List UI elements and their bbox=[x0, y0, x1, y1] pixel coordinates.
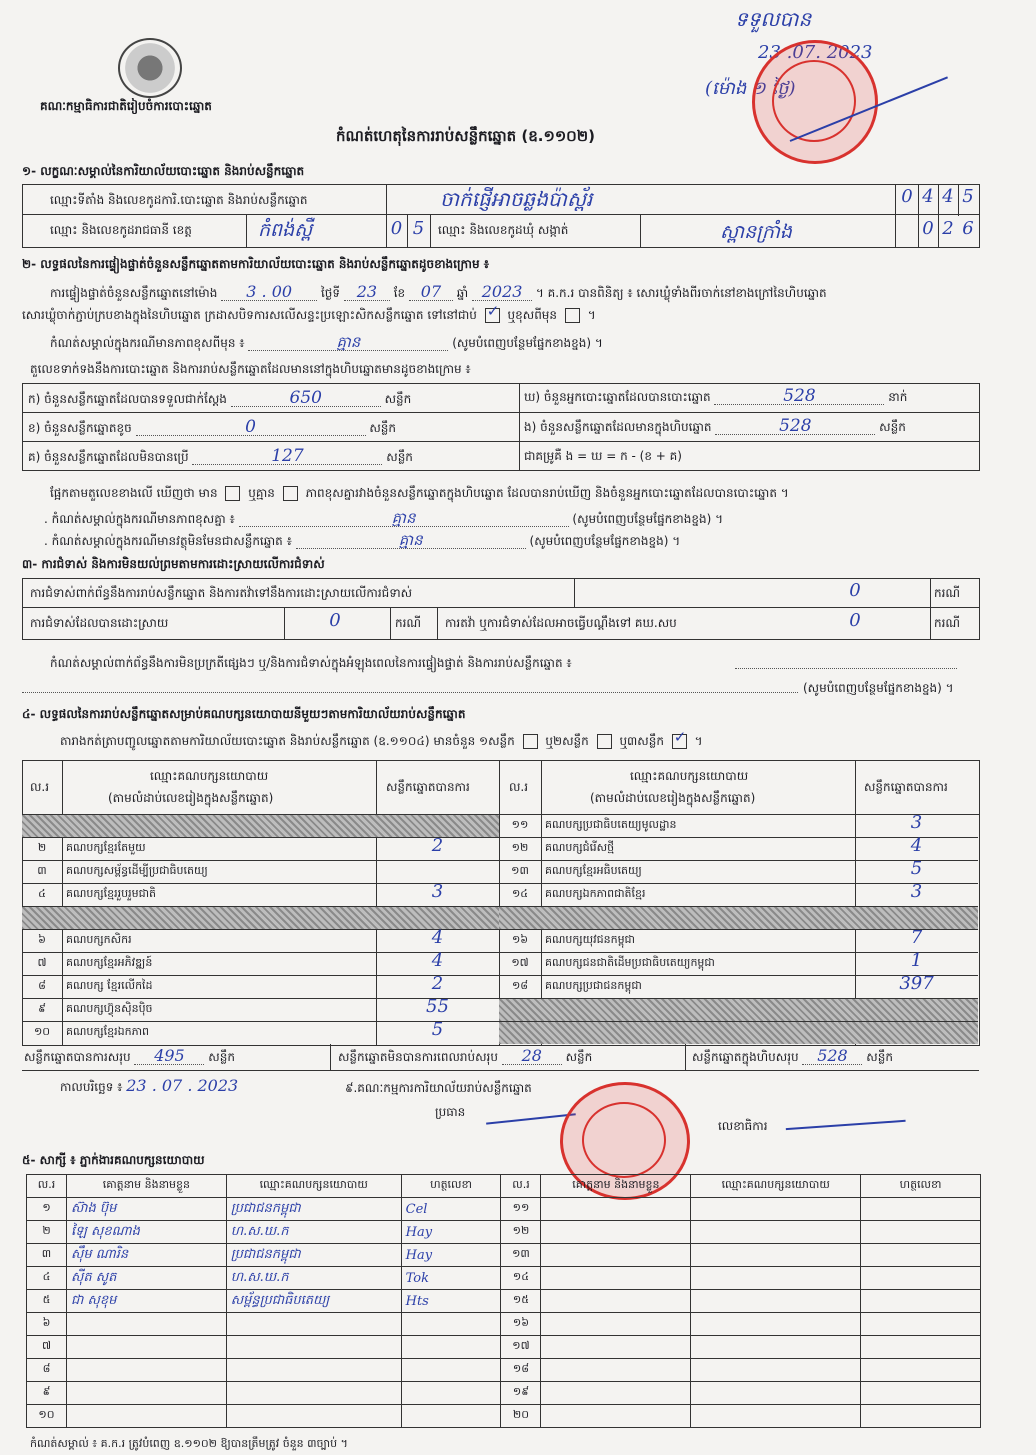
witness-name-right bbox=[541, 1359, 691, 1382]
verify-year: 2023 bbox=[472, 284, 532, 301]
witness-signature: Cel bbox=[401, 1198, 501, 1221]
witness-col-name-right: គោត្តនាម និងនាមខ្លួន bbox=[541, 1175, 691, 1198]
station-code-d3: 4 bbox=[942, 186, 954, 207]
results-row-no: ៦ bbox=[38, 933, 46, 946]
results-row-party: គណបក្សកសិករ bbox=[66, 933, 132, 946]
results-row-no: ១០ bbox=[33, 1025, 51, 1038]
results-row-no: ១៧ bbox=[511, 956, 529, 969]
witness-party-right bbox=[691, 1382, 861, 1405]
discrepancy-no-checkbox[interactable] bbox=[283, 486, 298, 501]
witness-name: ស៊ឹម ណារិន bbox=[66, 1244, 226, 1267]
witness-no: ៣ bbox=[27, 1244, 67, 1267]
results-row-votes: 3 bbox=[431, 881, 444, 902]
commission-name: គណៈកម្មាធិការជាតិរៀបចំការបោះឆ្នោត bbox=[40, 99, 212, 113]
witness-signature-right bbox=[861, 1290, 981, 1313]
witness-signature-right bbox=[861, 1244, 981, 1267]
results-row-no: ១៤ bbox=[511, 887, 529, 900]
discrepancy-none-label: ឬគ្មាន bbox=[248, 486, 275, 500]
foreign-object-suffix: (សូមបំពេញបន្ថែមផ្នែកខាងខ្នង) ។ bbox=[529, 534, 681, 548]
witness-col-name-left: គោត្តនាម និងនាមខ្លួន bbox=[66, 1175, 226, 1198]
province-label: ឈ្មោះ និងលេខកូដរាជធានី ខេត្ត bbox=[50, 223, 192, 237]
verify-time-label: ការផ្ទៀងផ្ទាត់ចំនួនសន្លឹកឆ្នោតនៅម៉ោង bbox=[50, 286, 218, 300]
changed-option-label: ឬខុសពីមុន bbox=[507, 308, 558, 322]
witness-signature: Tok bbox=[401, 1267, 501, 1290]
witness-party: សម្ព័ន្ធប្រជាធិបតេយ្យ bbox=[226, 1290, 401, 1313]
results-row-no: ៣ bbox=[37, 864, 47, 877]
secretary-signature bbox=[784, 1100, 905, 1130]
verify-month: 07 bbox=[409, 284, 453, 301]
results-row-party: គណបក្សសម្ព័ន្ធដើម្បីប្រជាធិបតេយ្យ bbox=[66, 864, 208, 877]
discrepancy-line bbox=[50, 485, 789, 501]
results-row-no: ១៨ bbox=[511, 979, 529, 992]
witness-col-sign-right: ហត្ថលេខា bbox=[861, 1175, 981, 1198]
verify-day: 23 bbox=[344, 284, 390, 301]
irregularity-note-suffix: (សូមបំពេញបន្ថែមផ្នែកខាងខ្នង) ។ bbox=[803, 681, 954, 695]
section4-heading: ៤- លទ្ធផលនៃការរាប់សន្លឹកឆ្នោតសម្រាប់គណបក្សនយោបាយនីមួយៗតាមការិយាល័យរាប់សន្លឹកឆ្នោត bbox=[22, 707, 466, 721]
results-col-votes-left: សន្លឹកឆ្នោតបានការ bbox=[386, 780, 470, 794]
witness-name bbox=[66, 1336, 226, 1359]
figures-intro: តួលេខទាក់ទងនឹងការបោះឆ្នោត និងការរាប់សន្លឹកឆ្នោតដែលមាននៅក្នុងហិបឆ្នោតមានដូចខាងក្រោម ៖ bbox=[30, 362, 471, 376]
witness-row bbox=[27, 1290, 981, 1313]
unused-ballots-value: 127 bbox=[192, 448, 382, 465]
ko-label: គ) ចំនួនសន្លឹកឆ្នោតដែលមិនបានប្រើ bbox=[28, 450, 189, 464]
intact-checkbox[interactable]: ✓ bbox=[485, 308, 500, 323]
province-code-d1: 0 bbox=[390, 218, 403, 239]
witness-no-right: ១៧ bbox=[501, 1336, 541, 1359]
witness-signature-right bbox=[861, 1405, 981, 1428]
signoff-date bbox=[60, 1078, 238, 1095]
section1-heading: ១- លក្ខណៈសម្គាល់នៃការិយាល័យបោះឆ្នោត និងរាប់សន្លឹកឆ្នោត bbox=[22, 164, 305, 178]
witness-signature-right bbox=[861, 1313, 981, 1336]
commission-emblem bbox=[118, 38, 182, 98]
results-row-votes: 2 bbox=[431, 835, 444, 856]
complaints-label: ការជំទាស់ពាក់ព័ន្ធនឹងការរាប់សន្លឹកឆ្នោត និងការតវ៉ាទៅនឹងការដោះស្រាយលើការជំទាស់ bbox=[30, 586, 413, 600]
diff-note-suffix: (សូមបំពេញបន្ថែមផ្នែកខាងខ្នង) ។ bbox=[452, 336, 603, 350]
appeal-unit: ករណី bbox=[934, 616, 961, 630]
results-row-party: គណបក្សឯកភាពជាតិខ្មែរ bbox=[545, 887, 646, 900]
ko-unit: សន្លឹក bbox=[386, 450, 413, 464]
witness-party bbox=[226, 1336, 401, 1359]
witness-col-party-left: ឈ្មោះគណបក្សនយោបាយ bbox=[226, 1175, 401, 1198]
seal-text: សោរឃ្លុំចាក់ភ្ជាប់ក្របខាងក្នុងនៃហិបឆ្នោត ក្រដាសបិទការសលើសន្ទះប្រឡោះសិកសន្លឹកឆ្នោត ទៅនៅជាប់ bbox=[22, 308, 477, 322]
results-row-party: គណបក្សប្រជាជនកម្ពុជា bbox=[545, 979, 642, 992]
results-col-party-left: ឈ្មោះគណបក្សនយោបាយ bbox=[150, 769, 269, 783]
kha-label: ខ) ចំនួនសន្លឹកឆ្នោតខូច bbox=[28, 421, 132, 435]
invalid-total-unit: សន្លឹក bbox=[565, 1050, 593, 1064]
witness-party bbox=[226, 1313, 401, 1336]
section3-heading: ៣- ការជំទាស់ និងការមិនយល់ព្រមតាមការដោះស្រាយលើការជំទាស់ bbox=[22, 557, 325, 571]
witness-party: ហ.ស.ឃ.ក bbox=[226, 1267, 401, 1290]
results-row-no: ៧ bbox=[37, 956, 47, 969]
results-row-votes: 397 bbox=[899, 973, 934, 994]
form-title: កំណត់ហេតុនៃការរាប់សន្លឹកឆ្នោត (ឧ.១១០២) bbox=[336, 127, 596, 145]
station-name: ចាក់ផ្ញើអាចឆ្លងប៉ាស្ព័រ bbox=[440, 187, 593, 211]
commune-code-d3: 6 bbox=[962, 218, 974, 239]
received-time: (ម៉ោង ១ ថ្ងៃ) bbox=[705, 78, 796, 99]
witness-signature bbox=[401, 1313, 501, 1336]
results-row-votes: 5 bbox=[431, 1019, 444, 1040]
witness-name: ឡៃ សុខណាង bbox=[66, 1221, 226, 1244]
witness-party: ប្រជាជនកម្ពុជា bbox=[226, 1198, 401, 1221]
valid-total-label: សន្លឹកឆ្នោតបានការសរុប bbox=[24, 1050, 131, 1064]
results-row-no: ៨ bbox=[38, 979, 46, 992]
witness-row bbox=[27, 1198, 981, 1221]
station-label: ឈ្មោះទីតាំង និងលេខកូដការិ.បោះឆ្នោត និងរាប់សន្លឹកឆ្នោត bbox=[50, 193, 308, 207]
diff-remark-suffix: (សូមបំពេញបន្ថែមផ្នែកខាងខ្នង) ។ bbox=[572, 512, 723, 526]
results-row-no: ៤ bbox=[38, 887, 46, 900]
witness-signature-right bbox=[861, 1198, 981, 1221]
witness-name bbox=[66, 1313, 226, 1336]
witness-no-right: ១៦ bbox=[501, 1313, 541, 1336]
station-code-d2: 4 bbox=[922, 186, 934, 207]
ka-unit: សន្លឹក bbox=[384, 392, 412, 406]
kho-unit: នាក់ bbox=[888, 390, 908, 404]
witness-name bbox=[66, 1405, 226, 1428]
results-row-votes: 55 bbox=[426, 996, 449, 1017]
complaints-unit: ករណី bbox=[934, 586, 961, 600]
invalid-total-value: 28 bbox=[502, 1048, 562, 1065]
foreign-object-line bbox=[44, 532, 680, 549]
diff-remark-value: គ្មាន bbox=[239, 510, 569, 527]
witness-no-right: ១១ bbox=[501, 1198, 541, 1221]
received-ballots-value: 650 bbox=[231, 390, 381, 407]
results-row-party: គណបក្សខ្មែរតែមួយ bbox=[66, 841, 146, 854]
appeal-value: 0 bbox=[849, 610, 861, 631]
seal-line: សោរឃ្លុំចាក់ភ្ជាប់ក្របខាងក្នុងនៃហិបឆ្នោត ក្រដាសបិទការសលើសន្ទះប្រឡោះសិកសន្លឹកឆ្នោត ទៅនៅជាប់ ✓ ឬខុសពីមុន ។ bbox=[22, 302, 596, 322]
invalid-total bbox=[338, 1048, 592, 1065]
appeal-label: ការតវ៉ា ឬការជំទាស់ដែលអាចធ្វើបណ្តឹងទៅ គឃ.សប bbox=[445, 616, 677, 630]
witness-name bbox=[66, 1382, 226, 1405]
results-row-party: គណបក្សខ្មែរអភិវឌ្ឍន៍ bbox=[66, 956, 153, 969]
witness-row bbox=[27, 1244, 981, 1267]
witness-row bbox=[27, 1336, 981, 1359]
box-total bbox=[692, 1048, 893, 1065]
witness-row bbox=[27, 1359, 981, 1382]
results-row-no: ២ bbox=[37, 841, 47, 854]
foreign-object-value: គ្មាន bbox=[296, 532, 526, 549]
witness-party-right bbox=[691, 1221, 861, 1244]
witness-no: ៩ bbox=[27, 1382, 67, 1405]
one-sheet-checkbox[interactable] bbox=[523, 734, 538, 749]
chair-signature bbox=[484, 1095, 576, 1124]
witness-name-right bbox=[541, 1290, 691, 1313]
received-note: ទទួលបាន bbox=[735, 7, 812, 31]
witness-signature-right bbox=[861, 1359, 981, 1382]
commune-label: ឈ្មោះ និងលេខកូដឃុំ សង្កាត់ bbox=[438, 223, 569, 237]
witness-party-right bbox=[691, 1267, 861, 1290]
witness-no: ២ bbox=[27, 1221, 67, 1244]
discrepancy-has-label: ផ្អែកតាមតួលេខខាងលើ ឃើញថា មាន bbox=[50, 486, 218, 500]
results-row-votes: 1 bbox=[910, 950, 923, 971]
results-row-no: ៩ bbox=[38, 1002, 46, 1015]
results-row-party: គណបក្សយុវជនកម្ពុជា bbox=[545, 933, 636, 946]
results-row-votes: 2 bbox=[431, 973, 444, 994]
witness-name: ស៊ាង ប៊ុម bbox=[66, 1198, 226, 1221]
witness-signature: Hts bbox=[401, 1290, 501, 1313]
signoff-date-value: 23 . 07 . 2023 bbox=[126, 1076, 239, 1095]
results-col-party-sub-left: (តាមលំដាប់លេខរៀងក្នុងសន្លឹកឆ្នោត) bbox=[108, 791, 274, 805]
witness-no: ៨ bbox=[27, 1359, 67, 1382]
witness-party-right bbox=[691, 1244, 861, 1267]
kha-unit: សន្លឹក bbox=[369, 421, 397, 435]
witness-table bbox=[26, 1174, 981, 1428]
witness-party-right bbox=[691, 1198, 861, 1221]
witness-no-right: ១២ bbox=[501, 1221, 541, 1244]
verify-day-label: ថ្ងៃទី bbox=[321, 286, 341, 300]
witness-header-row bbox=[27, 1175, 981, 1198]
witness-signature-right bbox=[861, 1382, 981, 1405]
results-col-no-left: ល.រ bbox=[30, 780, 50, 794]
witness-name bbox=[66, 1359, 226, 1382]
witness-party bbox=[226, 1359, 401, 1382]
ngo-unit: សន្លឹក bbox=[879, 420, 906, 434]
resolved-value: 0 bbox=[329, 610, 341, 631]
section5-heading: ៥- សាក្សី ៖ ភ្នាក់ងារគណបក្សនយោបាយ bbox=[22, 1153, 205, 1167]
results-col-party-sub-right: (តាមលំដាប់លេខរៀងក្នុងសន្លឹកឆ្នោត) bbox=[590, 791, 756, 805]
voters-label bbox=[524, 388, 907, 405]
box-total-label: សន្លឹកឆ្នោតក្នុងហិបសរុប bbox=[692, 1050, 799, 1064]
foreign-object-label: . កំណត់សម្គាល់ក្នុងករណីមានវត្ថុមិនមែនជាសន្លឹកឆ្នោត ៖ bbox=[44, 534, 292, 548]
witness-signature bbox=[401, 1382, 501, 1405]
diff-note-line bbox=[50, 334, 603, 351]
results-col-party-right: ឈ្មោះគណបក្សនយោបាយ bbox=[630, 769, 749, 783]
witness-signature-right bbox=[861, 1336, 981, 1359]
witness-signature-right bbox=[861, 1267, 981, 1290]
changed-checkbox[interactable] bbox=[565, 308, 580, 323]
sheets-line: តារាងកត់ត្រាបញ្ជូលឆ្នោតតាមការិយាល័យបោះឆ្នោត និងរាប់សន្លឹកឆ្នោត (ឧ.១១០៤) មានចំនួន ១សន្លឹក ឬ២សន្លឹក ឬ៣សន្លឹក ✓ ។ bbox=[60, 728, 703, 748]
results-row-votes: 3 bbox=[910, 812, 923, 833]
witness-no-right: ១៤ bbox=[501, 1267, 541, 1290]
witness-party-right bbox=[691, 1359, 861, 1382]
witness-signature-right bbox=[861, 1221, 981, 1244]
commune-code-d2: 2 bbox=[942, 218, 954, 239]
witness-no: ៧ bbox=[27, 1336, 67, 1359]
commune-name: ស្ពានក្រាំង bbox=[720, 221, 792, 243]
witness-row bbox=[27, 1221, 981, 1244]
irregularity-note-line2 bbox=[22, 692, 798, 693]
results-row-votes: 3 bbox=[910, 881, 923, 902]
box-ballots-label bbox=[524, 418, 906, 435]
witness-row bbox=[27, 1382, 981, 1405]
stamp-bottom-inner bbox=[582, 1102, 666, 1178]
two-sheet-label: ឬ២សន្លឹក bbox=[545, 734, 589, 748]
witness-signature bbox=[401, 1359, 501, 1382]
verify-year-label: ឆ្នាំ bbox=[456, 286, 469, 300]
witness-no: ៦ bbox=[27, 1313, 67, 1336]
results-row-votes: 4 bbox=[431, 927, 444, 948]
results-row-no: ១៦ bbox=[511, 933, 529, 946]
results-col-no-right: ល.រ bbox=[509, 780, 529, 794]
signoff-date-label: កាលបរិច្ឆេទ ៖ bbox=[60, 1080, 123, 1094]
discrepancy-yes-checkbox[interactable] bbox=[225, 486, 240, 501]
witness-col-no-right: ល.រ bbox=[501, 1175, 541, 1198]
verify-time: 3 . 00 bbox=[221, 284, 317, 301]
witness-no: ១០ bbox=[27, 1405, 67, 1428]
results-row-votes: 5 bbox=[910, 858, 923, 879]
voters-value: 528 bbox=[714, 388, 884, 405]
footer-note: កំណត់សម្គាល់ ៖ គ.ក.រ ត្រូវបំពេញ ឧ.១១០២ ឱ្យបានត្រឹមត្រូវ ចំនួន ៣ច្បាប់ ។ bbox=[30, 1437, 348, 1450]
signoff-committee: ៩.គណៈកម្មការការិយាល័យរាប់សន្លឹកឆ្នោត bbox=[345, 1081, 532, 1095]
sheets-intro: តារាងកត់ត្រាបញ្ជូលឆ្នោតតាមការិយាល័យបោះឆ្នោត និងរាប់សន្លឹកឆ្នោត (ឧ.១១០៤) មានចំនួន ១សន្លឹក bbox=[60, 734, 515, 748]
verify-month-label: ខែ bbox=[393, 286, 406, 300]
witness-no-right: ១៩ bbox=[501, 1382, 541, 1405]
witness-col-party-right: ឈ្មោះគណបក្សនយោបាយ bbox=[691, 1175, 861, 1198]
results-row-party: គណបក្សខ្មែរអធិបតេយ្យ bbox=[545, 864, 642, 877]
three-sheet-checkbox[interactable]: ✓ bbox=[672, 734, 687, 749]
province-name: កំពង់ស្ពឺ bbox=[258, 219, 313, 241]
results-row-votes: 4 bbox=[910, 835, 923, 856]
results-row-shaded-right bbox=[499, 907, 978, 929]
province-code-d2: 5 bbox=[412, 218, 425, 239]
witness-name-right bbox=[541, 1313, 691, 1336]
box-ballots-value: 528 bbox=[715, 418, 875, 435]
witness-col-sign-left: ហត្ថលេខា bbox=[401, 1175, 501, 1198]
spoiled-ballots-value: 0 bbox=[136, 419, 366, 436]
resolved-unit: ករណី bbox=[395, 616, 422, 630]
results-row-party: គណបក្សជនជាតិដើមប្រជាធិបតេយ្យកម្ពុជា bbox=[545, 956, 715, 969]
results-row-votes: 7 bbox=[910, 927, 923, 948]
witness-no-right: ១៣ bbox=[501, 1244, 541, 1267]
witness-name-right bbox=[541, 1221, 691, 1244]
witness-no: ៤ bbox=[27, 1267, 67, 1290]
results-row-no: ១៣ bbox=[511, 864, 529, 877]
witness-no: ១ bbox=[27, 1198, 67, 1221]
witness-row bbox=[27, 1313, 981, 1336]
witness-name-right bbox=[541, 1405, 691, 1428]
witness-signature bbox=[401, 1405, 501, 1428]
results-row-shaded-left bbox=[22, 815, 499, 837]
witness-signature: Hay bbox=[401, 1244, 501, 1267]
box-total-unit: សន្លឹក bbox=[866, 1050, 893, 1064]
witness-party bbox=[226, 1382, 401, 1405]
two-sheet-checkbox[interactable] bbox=[597, 734, 612, 749]
witness-party bbox=[226, 1405, 401, 1428]
irregularity-note-line bbox=[735, 668, 957, 669]
witness-signature: Hay bbox=[401, 1221, 501, 1244]
witness-party-right bbox=[691, 1313, 861, 1336]
witness-party-right bbox=[691, 1290, 861, 1313]
witness-signature bbox=[401, 1336, 501, 1359]
ngo-label: ង) ចំនួនសន្លឹកឆ្នោតដែលមានក្នុងហិបឆ្នោត bbox=[524, 420, 712, 434]
formula: ជាគម្រូគឺ ង = ឃ = ក - (ខ + គ) bbox=[524, 449, 682, 463]
results-col-votes-right: សន្លឹកឆ្នោតបានការ bbox=[864, 780, 948, 794]
results-row-party: គណបក្សខ្មែរឯកភាព bbox=[66, 1025, 150, 1038]
complaints-value: 0 bbox=[849, 580, 861, 601]
witness-name-right bbox=[541, 1267, 691, 1290]
results-row-shaded-right bbox=[499, 999, 978, 1021]
diff-note-value: គ្មាន bbox=[248, 334, 448, 351]
results-row-shaded-right bbox=[499, 1022, 978, 1044]
witness-name-right bbox=[541, 1336, 691, 1359]
diff-remark-line bbox=[44, 510, 723, 527]
resolved-label: ការជំទាស់ដែលបានដោះស្រាយ bbox=[30, 616, 169, 630]
valid-total bbox=[24, 1048, 235, 1065]
verify-line bbox=[50, 284, 827, 301]
witness-name: ជា សុខុម bbox=[66, 1290, 226, 1313]
results-row-party: គណបក្សហ៊្វុនស៊ិនប៉ិច bbox=[66, 1002, 153, 1015]
witness-row bbox=[27, 1405, 981, 1428]
witness-name-right bbox=[541, 1382, 691, 1405]
received-ballots-label bbox=[28, 390, 411, 407]
witness-no: ៥ bbox=[27, 1290, 67, 1313]
secretary-label: លេខាធិការ bbox=[718, 1119, 768, 1133]
box-total-value: 528 bbox=[802, 1048, 862, 1065]
diff-remark-label: . កំណត់សម្គាល់ក្នុងករណីមានភាពខុសគ្នា ៖ bbox=[44, 512, 235, 526]
witness-name: ស៊ីត សូត bbox=[66, 1267, 226, 1290]
witness-no-right: ១៨ bbox=[501, 1359, 541, 1382]
results-row-party: គណបក្ស ខ្មែរលើកដៃ bbox=[66, 979, 153, 992]
ka-label: ក) ចំនួនសន្លឹកឆ្នោតដែលបានទទួលជាក់ស្តែង bbox=[28, 392, 227, 406]
results-row-party: គណបក្សជំរើសថ្មី bbox=[545, 841, 615, 854]
valid-total-value: 495 bbox=[134, 1048, 204, 1065]
kho-label: ឃ) ចំនួនអ្នកបោះឆ្នោតដែលបានបោះឆ្នោត bbox=[524, 390, 711, 404]
witness-party-right bbox=[691, 1336, 861, 1359]
results-row-party: គណបក្សខ្មែររួបរួមជាតិ bbox=[66, 887, 157, 900]
station-code-d1: 0 bbox=[901, 186, 913, 207]
station-code-d4: 5 bbox=[962, 186, 974, 207]
witness-party: ប្រជាជនកម្ពុជា bbox=[226, 1244, 401, 1267]
results-row-no: ១១ bbox=[511, 818, 529, 831]
witness-no-right: ២០ bbox=[501, 1405, 541, 1428]
spoiled-ballots-label bbox=[28, 419, 396, 436]
witness-col-no-left: ល.រ bbox=[27, 1175, 67, 1198]
valid-total-unit: សន្លឹក bbox=[208, 1050, 235, 1064]
diff-note-label: កំណត់សម្គាល់ក្នុងករណីមានភាពខុសពីមុន ៖ bbox=[50, 336, 245, 350]
witness-row bbox=[27, 1267, 981, 1290]
results-row-no: ១២ bbox=[511, 841, 529, 854]
witness-no-right: ១៥ bbox=[501, 1290, 541, 1313]
irregularity-note-label: កំណត់សម្គាល់ពាក់ព័ន្ធនឹងការមិនប្រក្រតីផ្សេងៗ ឬ/និងការជំទាស់ក្នុងអំឡុងពេលនៃការផ្ទៀងផ្ទាត់ និងការរាប់សន្លឹកឆ្នោត ៖ bbox=[50, 656, 572, 670]
section2-heading: ២- លទ្ធផលនៃការផ្ទៀងផ្ទាត់ចំនួនសន្លឹកឆ្នោតតាមការិយាល័យបោះឆ្នោត និងរាប់សន្លឹកឆ្នោតដូចខាងក្រោម ៖ bbox=[22, 257, 490, 271]
commune-code-d1: 0 bbox=[922, 218, 934, 239]
witness-party-right bbox=[691, 1405, 861, 1428]
witness-name-right bbox=[541, 1244, 691, 1267]
witness-party: ហ.ស.ឃ.ក bbox=[226, 1221, 401, 1244]
results-row-votes: 4 bbox=[431, 950, 444, 971]
results-row-party: គណបក្សប្រជាធិបតេយ្យមូលដ្ឋាន bbox=[545, 818, 677, 831]
discrepancy-text: ភាពខុសគ្នារវាងចំនួនសន្លឹកឆ្នោតក្នុងហិបឆ្នោត ដែលបានរាប់ឃើញ និងចំនួនអ្នកបោះឆ្នោតដែលបានបោះឆ្នោត ។ bbox=[305, 486, 789, 500]
results-row-shaded-left bbox=[22, 907, 499, 929]
received-date: 23 .07. 2023 bbox=[758, 42, 873, 63]
chair-label: ប្រធាន bbox=[435, 1105, 466, 1119]
witness-name-right bbox=[541, 1198, 691, 1221]
three-sheet-label: ឬ៣សន្លឹក bbox=[619, 734, 664, 748]
unused-ballots-label bbox=[28, 448, 413, 465]
invalid-total-label: សន្លឹកឆ្នោតមិនបានការពេលរាប់សរុប bbox=[338, 1050, 498, 1064]
verify-lock-text: ។ គ.ក.រ បានពិនិត្យ ៖ សោរឃ្លុំទាំងពីរចាក់នៅខាងក្រៅនៃហិបឆ្នោត bbox=[535, 286, 827, 300]
